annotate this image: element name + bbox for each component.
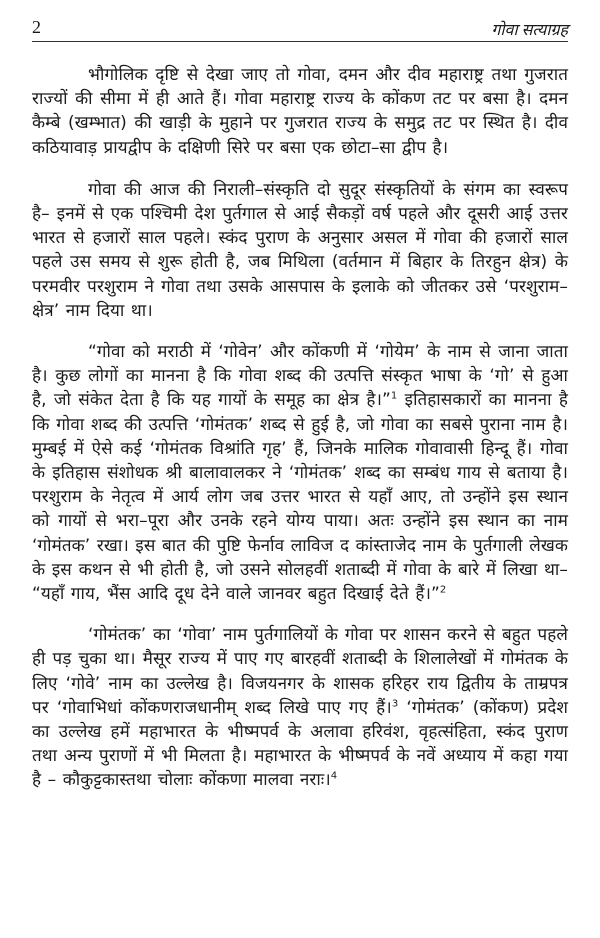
book-title: गोवा सत्याग्रह <box>491 22 568 39</box>
paragraph-text: ‘गोमंतक’ का ‘गोवा’ नाम पुर्तगालियों के गोवा पर शासन करने से बहुत पहले ही पड़ चुका था। मैसूर राज्य में पाए गए बारहवीं शताब्दी के शिलालेखों में गोमंतक के लिए ‘गोवे’ नाम का उल्लेख है। विजयनगर के शासक हरिहर राय द्वितीय के ताम्रपत्र पर ‘गोवाभिधां कोंकणराजधानीम् शब्द लिखे पाए गए हैं। <box>32 625 568 718</box>
footnote-ref-2: 2 <box>439 584 447 596</box>
paragraph-text: इतिहासकारों का मानना है कि गोवा शब्द की उत्पत्ति ‘गोमंतक’ शब्द से हुई है, जो गोवा का सबसे पुराना नाम है। मुम्बई में ऐसे कई ‘गोमंतक विश्रांति गृह’ हैं, जिनके मालिक गोवावासी हिन्दू हैं। गोवा के इतिहास संशोधक श्री बालावालकर ने ‘गोमंतक’ शब्द का सम्बंध गाय से बताया है। परशुराम के नेतृत्व में आर्य लोग जब उत्तर भारत से यहाँ आए, तो उन्होंने इस स्थान को गायों से भरा–पूरा और उनके रहने योग्य पाया। अतः उन्होंने इस स्थान का नाम ‘गोमंतक’ रखा। इस बात की पुष्टि फेर्नाव लाविज द कांस्ताजेद नाम के पुर्तगाली लेखक के इस कथन से भी होती है, जो उसने सोलहवीं शताब्दी में गोवा के बारे में लिखा था– “यहाँ गाय, भैंस आदि दूध देने वाले जानवर बहुत दिखाई देते हैं।” <box>32 390 568 605</box>
paragraph-text: गोवा की आज की निराली–संस्कृति दो सुदूर संस्कृतियों के संगम का स्वरूप है– इनमें से एक पश्चिमी देश पुर्तगाल से आई सैकड़ों वर्ष पहले और दूसरी आई उत्तर भारत से हजारों साल पहले। स्कंद पुराण के अनुसार असल में गोवा की हजारों साल पहले उस समय से शुरू होती है, जब मिथिला (वर्तमान में बिहार के तिरहुन क्षेत्र) के परमवीर परशुराम ने गोवा तथा उसके आसपास के इलाके को जीतकर उसे ‘परशुराम–क्षेत्र’ नाम दिया था। <box>32 179 568 321</box>
paragraph-text: भौगोलिक दृष्टि से देखा जाए तो गोवा, दमन और दीव महाराष्ट्र तथा गुजरात राज्यों की सीमा में ही आते हैं। गोवा महाराष्ट्र राज्य के कोंकण तट पर बसा है। दमन कैम्बे (खम्भात) की खाड़ी के मुहाने पर गुजरात राज्य के समुद्र तट पर स्थित है। दीव कठियावाड़ प्रायद्वीप के दक्षिणी सिरे पर बसा एक छोटा–सा द्वीप है। <box>32 65 568 158</box>
running-header <box>32 0 568 42</box>
paragraph-text: “गोवा को मराठी में ‘गोवेन’ और कोंकणी में ‘गोयेम’ के नाम से जाना जाता है। कुछ लोगों का मानना है कि गोवा शब्द की उत्पत्ति संस्कृत भाषा के ‘गो’ से हुआ है, जो संकेत देता है कि यह गायों के समूह का क्षेत्र है।” <box>32 342 568 411</box>
footnote-ref-1: 1 <box>390 390 398 402</box>
paragraph-name-origin <box>32 340 568 606</box>
page-number: 2 <box>32 17 41 37</box>
footnote-ref-3: 3 <box>391 698 399 710</box>
paragraph-text: ‘गोमंतक’ (कोंकण) प्रदेश का उल्लेख हमें महाभारत के भीष्मपर्व के अलावा हरिवंश, वृहत्संहिता, स्कंद पुराण तथा अन्य पुराणों में भी मिलता है। महाभारत के भीष्मपर्व के नवें अध्याय में कहा गया है – कौकुट्टकास्तथा चोलाः कोंकणा मालवा नराः। <box>32 697 568 791</box>
paragraph-geography <box>32 63 568 160</box>
book-page <box>32 0 568 808</box>
footnote-ref-4: 4 <box>330 770 338 782</box>
paragraph-culture <box>32 178 568 323</box>
paragraph-gomantak <box>32 623 568 792</box>
body-text <box>32 63 568 793</box>
